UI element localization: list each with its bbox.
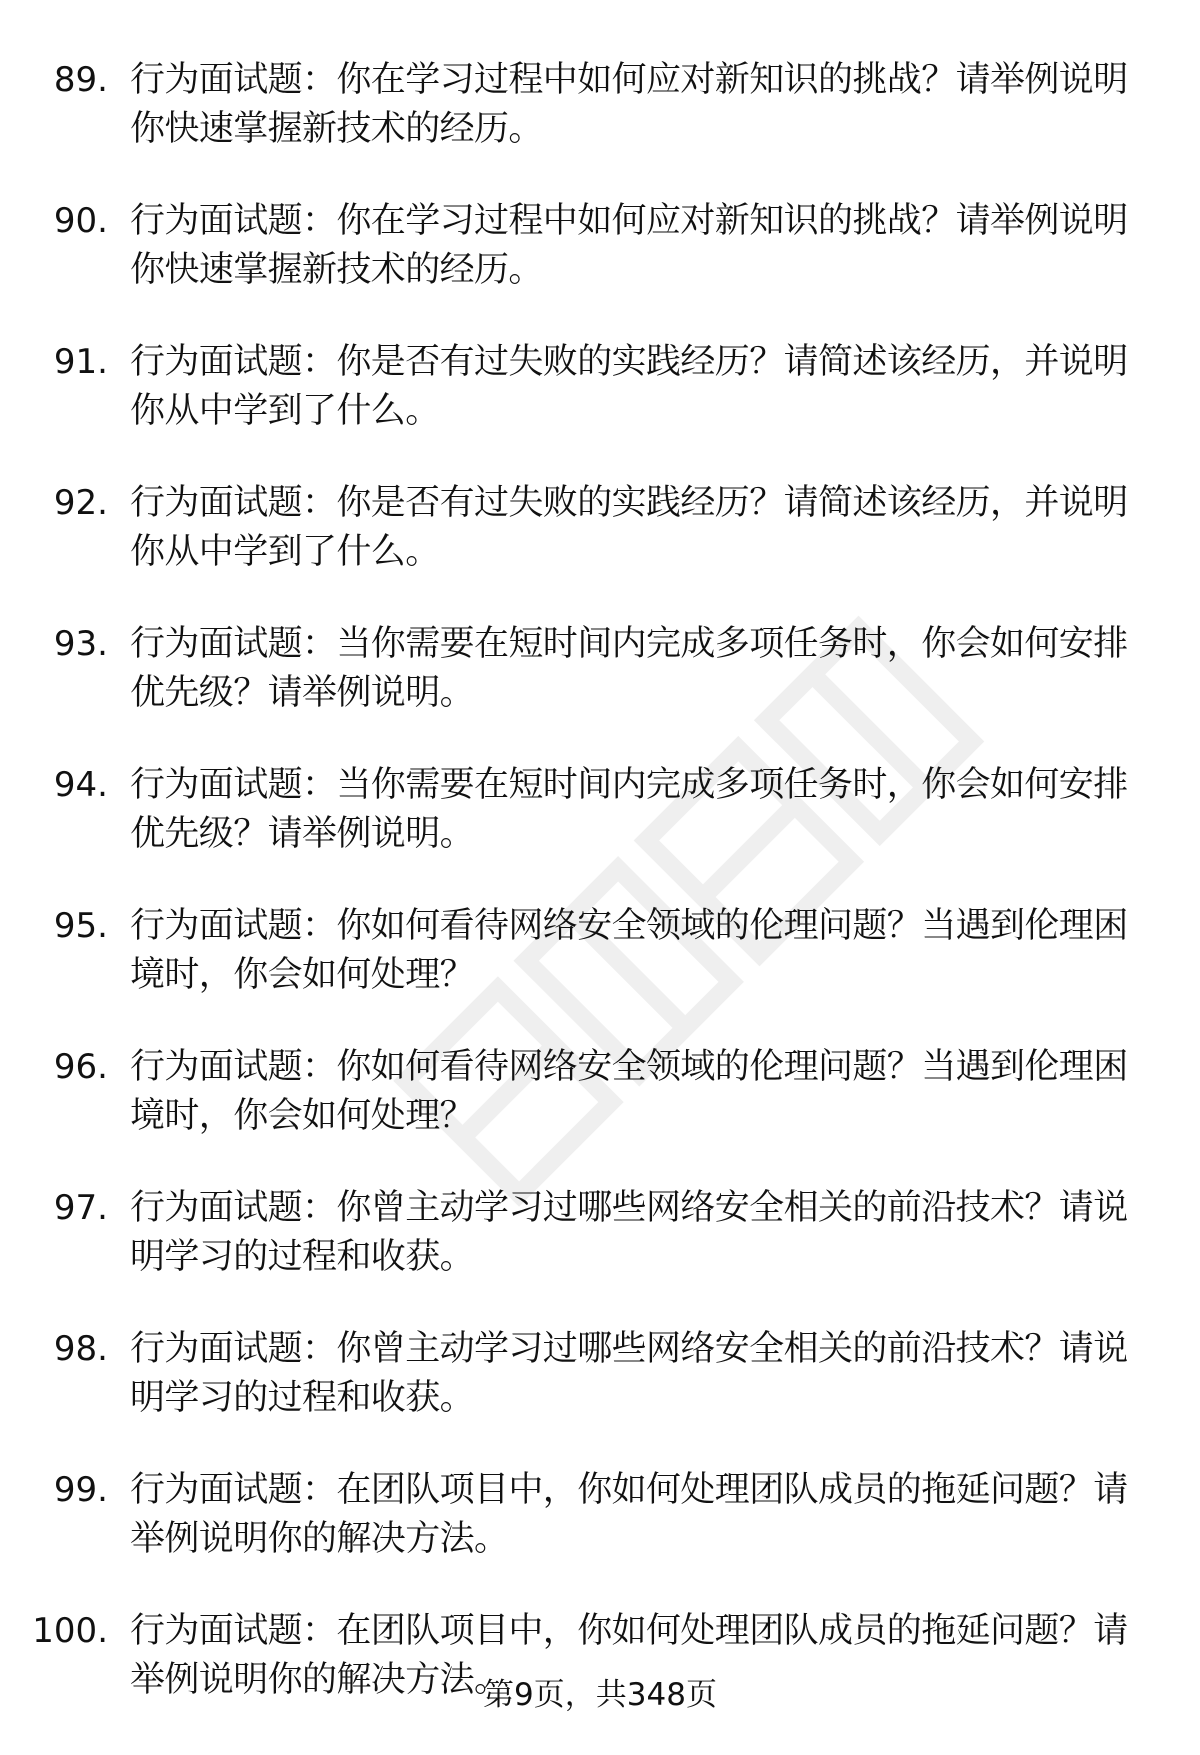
list-item: [0, 761, 1200, 859]
item-text: 行为面试题：当你需要在短时间内完成多项任务时，你会如何安排优先级？请举例说明。: [130, 624, 1128, 713]
item-text: 行为面试题：你如何看待网络安全领域的伦理问题？当遇到伦理困境时，你会如何处理？: [130, 1047, 1128, 1136]
question-list: [0, 56, 1200, 1748]
list-item: [0, 1466, 1200, 1564]
item-number: 91.: [53, 342, 108, 382]
item-number: 94.: [53, 765, 108, 805]
list-item: [0, 479, 1200, 577]
item-number: 99.: [53, 1470, 108, 1510]
item-text: 行为面试题：你在学习过程中如何应对新知识的挑战？请举例说明你快速掌握新技术的经历。: [130, 60, 1128, 149]
item-number: 98.: [53, 1329, 108, 1369]
item-text: 行为面试题：在团队项目中，你如何处理团队成员的拖延问题？请举例说明你的解决方法。: [130, 1470, 1128, 1559]
item-text: 行为面试题：你曾主动学习过哪些网络安全相关的前沿技术？请说明学习的过程和收获。: [130, 1188, 1128, 1277]
item-number: 95.: [53, 906, 108, 946]
item-number: 93.: [53, 624, 108, 664]
list-item: [0, 1325, 1200, 1423]
item-text: 行为面试题：你曾主动学习过哪些网络安全相关的前沿技术？请说明学习的过程和收获。: [130, 1329, 1128, 1418]
list-item: [0, 197, 1200, 295]
item-number: 100.: [32, 1611, 108, 1651]
item-number: 90.: [53, 201, 108, 241]
item-number: 96.: [53, 1047, 108, 1087]
item-number: 89.: [53, 60, 108, 100]
item-text: 行为面试题：在团队项目中，你如何处理团队成员的拖延问题？请举例说明你的解决方法。: [130, 1611, 1128, 1700]
page-footer: 第9页，共348页: [483, 1677, 717, 1713]
list-item: [0, 620, 1200, 718]
list-item: [0, 902, 1200, 1000]
item-text: 行为面试题：当你需要在短时间内完成多项任务时，你会如何安排优先级？请举例说明。: [130, 765, 1128, 854]
item-text: 行为面试题：你是否有过失败的实践经历？请简述该经历，并说明你从中学到了什么。: [130, 483, 1128, 572]
list-item: [0, 1184, 1200, 1282]
item-text: 行为面试题：你是否有过失败的实践经历？请简述该经历，并说明你从中学到了什么。: [130, 342, 1128, 431]
item-number: 97.: [53, 1188, 108, 1228]
item-text: 行为面试题：你如何看待网络安全领域的伦理问题？当遇到伦理困境时，你会如何处理？: [130, 906, 1128, 995]
item-text: 行为面试题：你在学习过程中如何应对新知识的挑战？请举例说明你快速掌握新技术的经历。: [130, 201, 1128, 290]
list-item: [0, 1043, 1200, 1141]
list-item: [0, 56, 1200, 154]
item-number: 92.: [53, 483, 108, 523]
list-item: [0, 338, 1200, 436]
